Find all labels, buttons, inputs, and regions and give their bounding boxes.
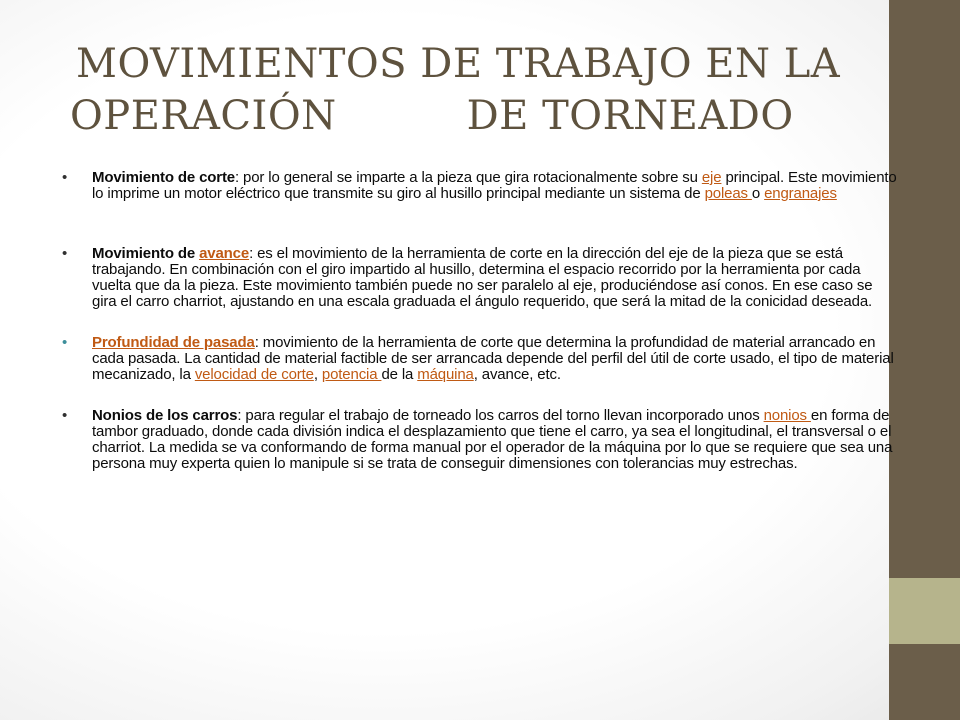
link-profundidad-de-pasada[interactable]: Profundidad de pasada xyxy=(92,334,255,351)
list-item-movimiento-avance xyxy=(62,246,897,310)
item-text: , xyxy=(313,366,322,383)
link-poleas[interactable]: poleas xyxy=(704,185,752,202)
title-word-torneado: DE TORNEADO xyxy=(466,93,794,139)
term-movimiento-de: Movimiento de xyxy=(92,245,200,262)
bullet-icon: • xyxy=(62,245,68,262)
sidebar-band-accent xyxy=(889,578,960,644)
item-text: , avance, etc. xyxy=(473,366,561,383)
item-text: o xyxy=(751,185,765,202)
term-nonios-de-los-carros: Nonios de los carros xyxy=(92,407,238,424)
link-engranajes[interactable]: engranajes xyxy=(764,185,837,202)
list-item-profundidad-pasada xyxy=(62,335,897,383)
sidebar-band-bottom xyxy=(889,644,960,720)
item-text: : es el movimiento de la herramienta de corte en la dirección del eje de la pieza que se está trabajando. En combinación con el giro impartido al husillo, determina el espacio recorrido por la herramienta por cada vuelta que da la pieza. Este movimiento también puede no ser paralelo al eje, produciéndose así conos. En ese caso se gira el carro charriot, ajustando en una escala graduada el ángulo requerido, que será la mitad de la conicidad deseada. xyxy=(92,245,873,310)
bullet-icon: • xyxy=(62,334,68,351)
item-text: : para regular el trabajo de torneado los carros del torno llevan incorporado unos xyxy=(237,407,764,424)
title-line-1: MOVIMIENTOS DE TRABAJO EN LA xyxy=(76,41,841,87)
list-item-nonios xyxy=(62,408,897,472)
link-maquina[interactable]: máquina xyxy=(417,366,474,383)
list-item-movimiento-corte xyxy=(62,170,897,202)
item-text: principal. Este movimiento lo imprime un motor eléctrico que transmite su giro al husillo principal mediante un sistema de xyxy=(92,169,897,202)
item-text: de la xyxy=(381,366,418,383)
item-text: : por lo general se imparte a la pieza que gira rotacionalmente sobre su xyxy=(235,169,702,186)
link-nonios[interactable]: nonios xyxy=(763,407,811,424)
title-word-operacion: OPERACIÓN xyxy=(70,93,337,139)
link-velocidad-de-corte[interactable]: velocidad de corte xyxy=(194,366,314,383)
slide-title xyxy=(70,38,890,142)
term-movimiento-corte: Movimiento de corte xyxy=(92,169,236,186)
bullet-icon: • xyxy=(62,169,68,186)
link-potencia[interactable]: potencia xyxy=(321,366,382,383)
bullet-icon: • xyxy=(62,407,68,424)
link-eje[interactable]: eje xyxy=(701,169,722,186)
item-text: en forma de tambor graduado, donde cada división indica el desplazamiento que tiene el carro, ya sea el longitudinal, el transversal o el charriot. La medida se va conformando de forma manual por el operador de la máquina por lo que se requiere que sea una persona muy experta quien lo manipule si se trata de conseguir dimensiones con tolerancias muy estrechas. xyxy=(92,407,893,472)
decorative-sidebar xyxy=(889,0,960,720)
title-line-2 xyxy=(70,90,890,142)
link-avance[interactable]: avance xyxy=(199,245,250,262)
sidebar-band-top xyxy=(889,0,960,578)
bullet-list xyxy=(62,170,897,472)
item-text: : movimiento de la herramienta de corte que determina la profundidad de material arrancado en cada pasada. La cantidad de material factible de ser arrancada depende del perfil del útil de corte usado, el tipo de material mecanizado, la xyxy=(92,334,894,383)
